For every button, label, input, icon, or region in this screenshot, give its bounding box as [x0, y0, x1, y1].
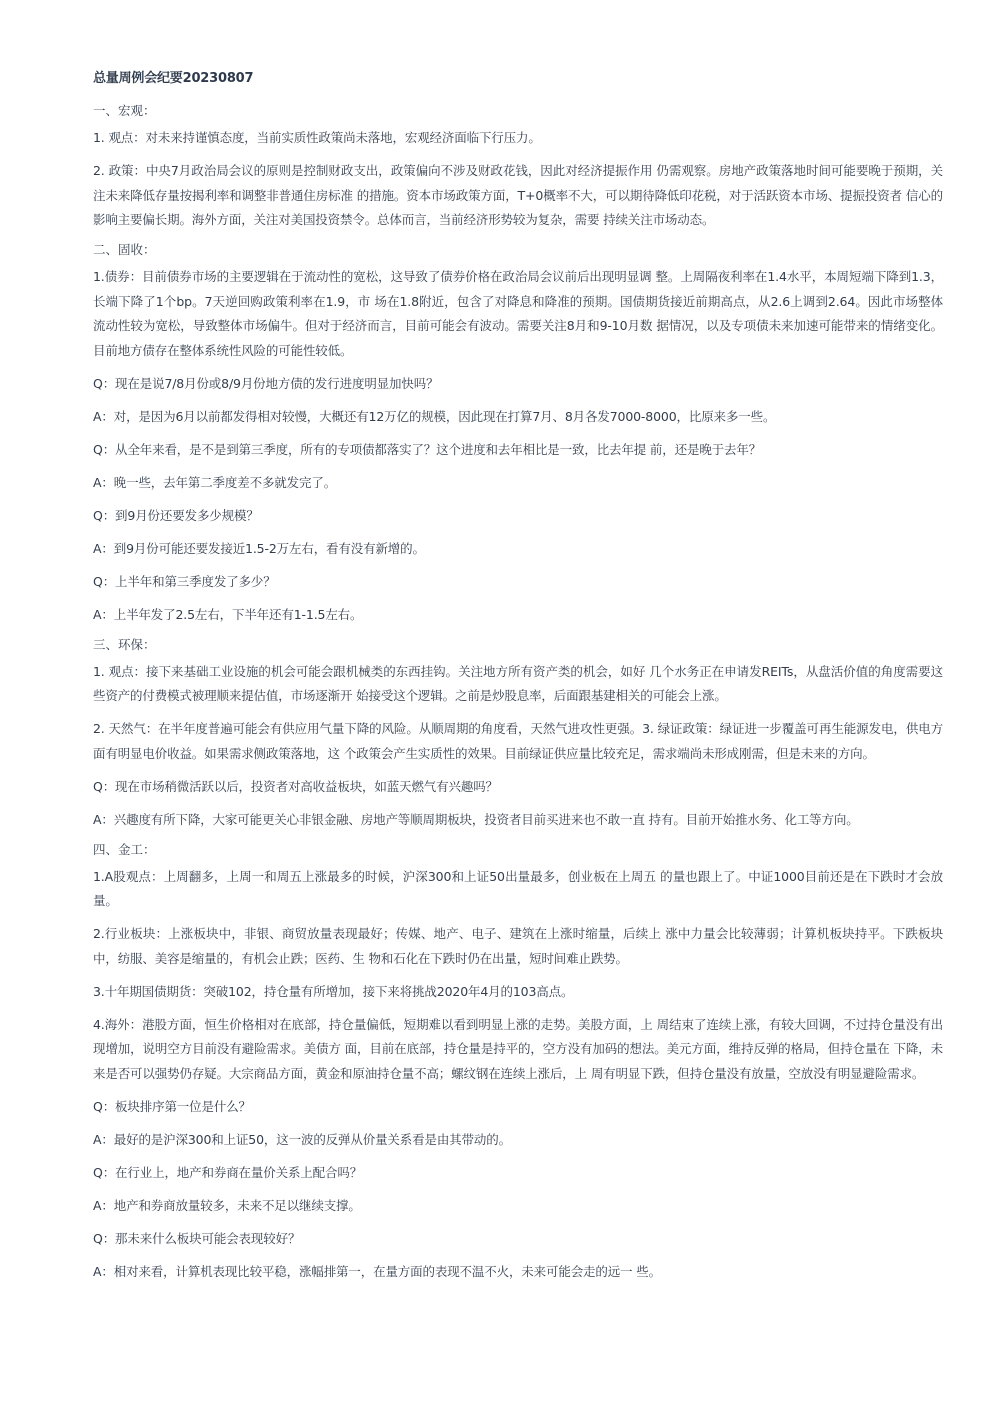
paragraph: A：对，是因为6月以前都发得相对较慢，大概还有12万亿的规模，因此现在打算7月、8月各发7000-8000，比原来多一些。	[93, 408, 776, 424]
section-heading: 三、环保：	[93, 636, 156, 652]
paragraph: 1.A股观点：上周翻多，上周一和周五上涨最多的时候，沪深300和上证50出量最多，创业板在上周五 的量也跟上了。中证1000目前还是在下跌时才会放量。	[93, 868, 943, 908]
paragraph: Q：到9月份还要发多少规模？	[93, 507, 259, 523]
paragraph: A：兴趣度有所下降，大家可能更关心非银金融、房地产等顺周期板块，投资者目前买进来也不敢一直 持有。目前开始推水务、化工等方向。	[93, 811, 859, 827]
paragraph: A：地产和券商放量较多，未来不足以继续支撑。	[93, 1197, 361, 1213]
section-heading: 二、固收：	[93, 242, 156, 257]
paragraph: A：最好的是沪深300和上证50，这一波的反弹从价量关系看是由其带动的。	[93, 1131, 511, 1147]
paragraph: 2. 天然气：在半年度普遍可能会有供应用气量下降的风险。从顺周期的角度看，天然气进攻性更强。3. 绿证政策：绿证进一步覆盖可再生能源发电，供电方面有明显电价收益。如果需求侧政策落地，这 个政策会产生实质性的效果。目前绿证供应量比较充足，需求端尚未形成刚需，但是未来的方向。	[93, 721, 943, 761]
paragraph: 1.债券：目前债券市场的主要逻辑在于流动性的宽松，这导致了债券价格在政治局会议前后出现明显调 整。上周隔夜利率在1.4水平，本周短端下降到1.3，长端下降了1个bp。7天逆回购政策利率在1.9，市 场在1.8附近，包含了对降息和降准的预期。国债期货接近前期高点，从2.6上调到2.64。因此市场整体 流动性较为宽松，导致整体市场偏牛。但对于经济而言，目前可能会有波动。需要关注8月和9-10月数 据情况，以及专项债未来加速可能带来的情绪变化。目前地方债存在整体系统性风险的可能性较低。	[93, 269, 943, 358]
paragraph: Q：那未来什么板块可能会表现较好？	[93, 1230, 301, 1246]
section-heading: 一、宏观：	[93, 103, 156, 118]
paragraph: A：晚一些，去年第二季度差不多就发完了。	[93, 474, 337, 490]
document-body	[93, 102, 943, 1284]
paragraph: Q：现在是说7/8月份或8/9月份地方债的发行进度明显加快吗？	[93, 375, 439, 391]
document-title: 总量周例会纪要20230807	[93, 71, 254, 86]
document-page	[93, 70, 943, 1293]
paragraph: 2.行业板块：上涨板块中，非银、商贸放量表现最好；传媒、地产、电子、建筑在上涨时缩量，后续上 涨中力量会比较薄弱；计算机板块持平。下跌板块中，纺服、美容是缩量的，有机会止跌；医药、生 物和石化在下跌时仍在出量，短时间难止跌势。	[93, 926, 943, 966]
paragraph: 2. 政策：中央7月政治局会议的原则是控制财政支出，政策偏向不涉及财政花钱，因此对经济提振作用 仍需观察。房地产政策落地时间可能要晚于预期，关注未来降低存量按揭利率和调整非普通住房标准 的措施。资本市场政策方面，T+0概率不大，可以期待降低印花税，对于活跃资本市场、提振投资者 信心的影响主要偏长期。海外方面，关注对美国投资禁令。总体而言，当前经济形势较为复杂，需要 持续关注市场动态。	[93, 163, 943, 227]
paragraph: Q：板块排序第一位是什么？	[93, 1098, 251, 1114]
paragraph: 1. 观点：接下来基础工业设施的机会可能会跟机械类的东西挂钩。关注地方所有资产类的机会，如好 几个水务正在申请发REITs，从盘活价值的角度需要这些资产的付费模式被理顺来提估值，市场逐渐开 始接受这个逻辑。之前是炒股息率，后面跟基建相关的可能会上涨。	[93, 663, 943, 703]
paragraph: A：到9月份可能还要发接近1.5-2万左右，看有没有新增的。	[93, 540, 425, 556]
paragraph: Q：现在市场稍微活跃以后，投资者对高收益板块，如蓝天燃气有兴趣吗？	[93, 778, 498, 794]
paragraph: 1. 观点：对未来持谨慎态度，当前实质性政策尚未落地，宏观经济面临下行压力。	[93, 130, 541, 145]
section-heading: 四、金工：	[93, 841, 156, 857]
paragraph: 4.海外：港股方面，恒生价格相对在底部，持仓量偏低，短期难以看到明显上涨的走势。美股方面，上 周结束了连续上涨，有较大回调，不过持仓量没有出现增加，说明空方目前没有避险需求。美债方 面，目前在底部，持仓量是持平的，空方没有加码的想法。美元方面，维持反弹的格局，但持仓量在 下降，未来是否可以强势仍存疑。大宗商品方面，黄金和原油持仓量不高；螺纹钢在连续上涨后，上 周有明显下跌，但持仓量没有放量，空放没有明显避险需求。	[93, 1016, 943, 1081]
paragraph: Q：上半年和第三季度发了多少？	[93, 573, 276, 589]
paragraph: A：上半年发了2.5左右，下半年还有1-1.5左右。	[93, 606, 363, 622]
paragraph: A：相对来看，计算机表现比较平稳，涨幅排第一，在量方面的表现不温不火，未来可能会走的远一 些。	[93, 1263, 661, 1279]
paragraph: Q：从全年来看，是不是到第三季度，所有的专项债都落实了？这个进度和去年相比是一致，比去年提 前，还是晚于去年？	[93, 441, 762, 457]
paragraph: Q：在行业上，地产和券商在量价关系上配合吗？	[93, 1164, 363, 1180]
paragraph: 3.十年期国债期货：突破102，持仓量有所增加，接下来将挑战2020年4月的103高点。	[93, 983, 574, 999]
